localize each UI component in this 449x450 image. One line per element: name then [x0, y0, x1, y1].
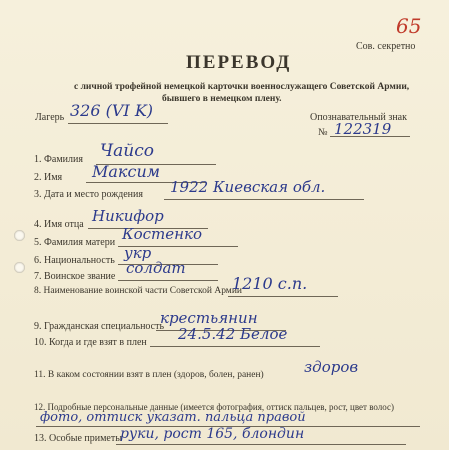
- ident-value: 122319: [334, 120, 392, 138]
- document-title: ПЕРЕВОД: [186, 52, 292, 73]
- ident-line: [330, 136, 410, 137]
- field-9-label: 9. Гражданская специальность: [34, 321, 165, 332]
- field-10-line: [150, 346, 320, 347]
- field-1-value: Чайсо: [100, 141, 154, 161]
- field-10-label: 10. Когда и где взят в плен: [34, 337, 147, 348]
- field-5-value: Костенко: [122, 225, 203, 243]
- punch-hole: [14, 262, 25, 273]
- camp-line: [68, 123, 168, 124]
- camp-label: Лагерь: [35, 112, 65, 123]
- ident-label: Опознавательный знак: [310, 112, 407, 123]
- field-5-label: 5. Фамилия матери: [34, 237, 116, 248]
- field-11-value: здоров: [304, 358, 359, 376]
- field-7-value: солдат: [126, 259, 186, 277]
- field-4-label: 4. Имя отца: [34, 219, 84, 230]
- field-13-line: [116, 444, 406, 445]
- field-13-value: руки, рост 165, блондин: [120, 426, 305, 442]
- field-3-line: [164, 199, 364, 200]
- field-1-label: 1. Фамилия: [34, 154, 83, 165]
- field-9-value: крестьянин: [160, 309, 258, 327]
- field-12-label: 12. Подробные персональные данные (имеется фотография, оттиск пальцев, рост, цвет волос): [34, 402, 394, 412]
- field-6-label: 6. Национальность: [34, 255, 115, 266]
- field-11-label: 11. В каком состоянии взят в плен (здоров, болен, ранен): [34, 370, 264, 380]
- field-8-value: 1210 с.п.: [232, 274, 308, 293]
- field-3-label: 3. Дата и место рождения: [34, 189, 143, 200]
- field-8-line: [228, 296, 338, 297]
- field-6-value: укр: [124, 244, 152, 262]
- field-3-value: 1922 Киевская обл.: [170, 178, 326, 196]
- field-7-label: 7. Воинское звание: [34, 271, 116, 282]
- field-8-label: 8. Наименование воинской части Советской Армии: [34, 286, 242, 296]
- camp-value: 326 (VI K): [70, 101, 154, 120]
- field-13-label: 13. Особые приметы: [34, 433, 122, 444]
- subtitle-line-2: бывшего в немецком плену.: [162, 94, 282, 104]
- archive-number: 65: [396, 14, 422, 38]
- punch-hole: [14, 230, 25, 241]
- ident-prefix: №: [318, 127, 328, 138]
- field-2-label: 2. Имя: [34, 172, 63, 183]
- field-10-value: 24.5.42 Белое: [178, 325, 288, 343]
- subtitle-line-1: с личной трофейной немецкой карточки военнослужащего Советской Армии,: [74, 82, 410, 92]
- field-12-value: фото, оттиск указат. пальца правой: [40, 410, 306, 425]
- field-2-value: Максим: [92, 162, 161, 181]
- field-7-line: [118, 280, 218, 281]
- field-4-value: Никифор: [92, 207, 164, 225]
- secrecy-stamp: Сов. секретно: [356, 41, 416, 52]
